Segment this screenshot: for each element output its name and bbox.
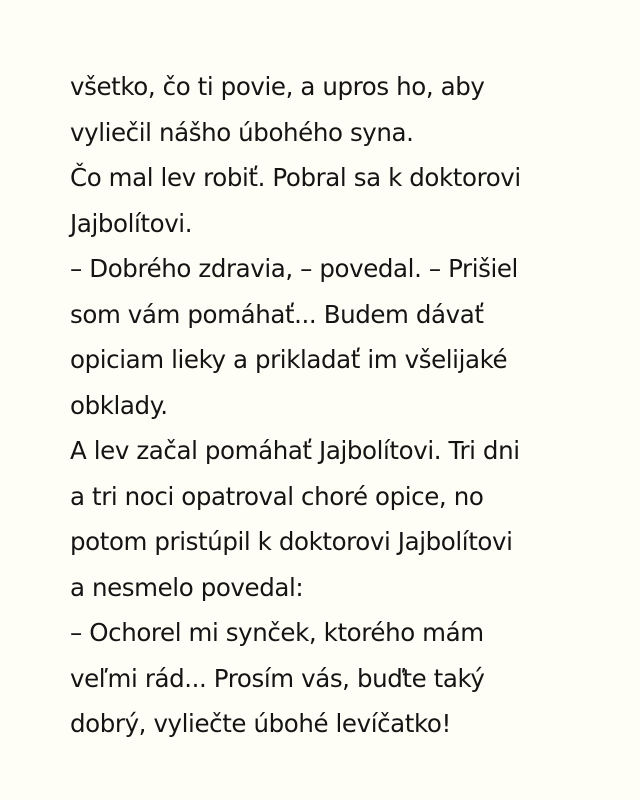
text-line: dobrý, vyliečte úbohé levíčatko!: [70, 709, 451, 738]
text-line: som vám pomáhať... Budem dávať: [70, 299, 484, 329]
text-line: veľmi rád... Prosím vás, buďte taký: [70, 663, 485, 693]
text-line: všetko, čo ti povie, a upros ho, aby: [70, 72, 485, 101]
text-line: vyliečil nášho úbohého syna.: [70, 117, 414, 147]
text-line: potom pristúpil k doktorovi Jajbolítovi: [70, 527, 513, 556]
text-line: obklady.: [70, 390, 168, 420]
text-line: – Dobrého zdravia, – povedal. – Prišiel: [70, 254, 518, 283]
text-line: a tri noci opatroval choré opice, no: [70, 481, 484, 511]
text-line: a nesmelo povedal:: [70, 572, 304, 602]
text-line: Čo mal lev robiť. Pobral sa k doktorovi: [70, 163, 521, 192]
text-line: opiciam lieky a prikladať im všelijaké: [70, 345, 508, 374]
text-line: A lev začal pomáhať Jajbolítovi. Tri dni: [70, 436, 520, 465]
story-text: [70, 64, 610, 747]
text-line: – Ochorel mi synček, ktorého mám: [70, 618, 484, 647]
text-line: Jajbolítovi.: [70, 208, 193, 238]
